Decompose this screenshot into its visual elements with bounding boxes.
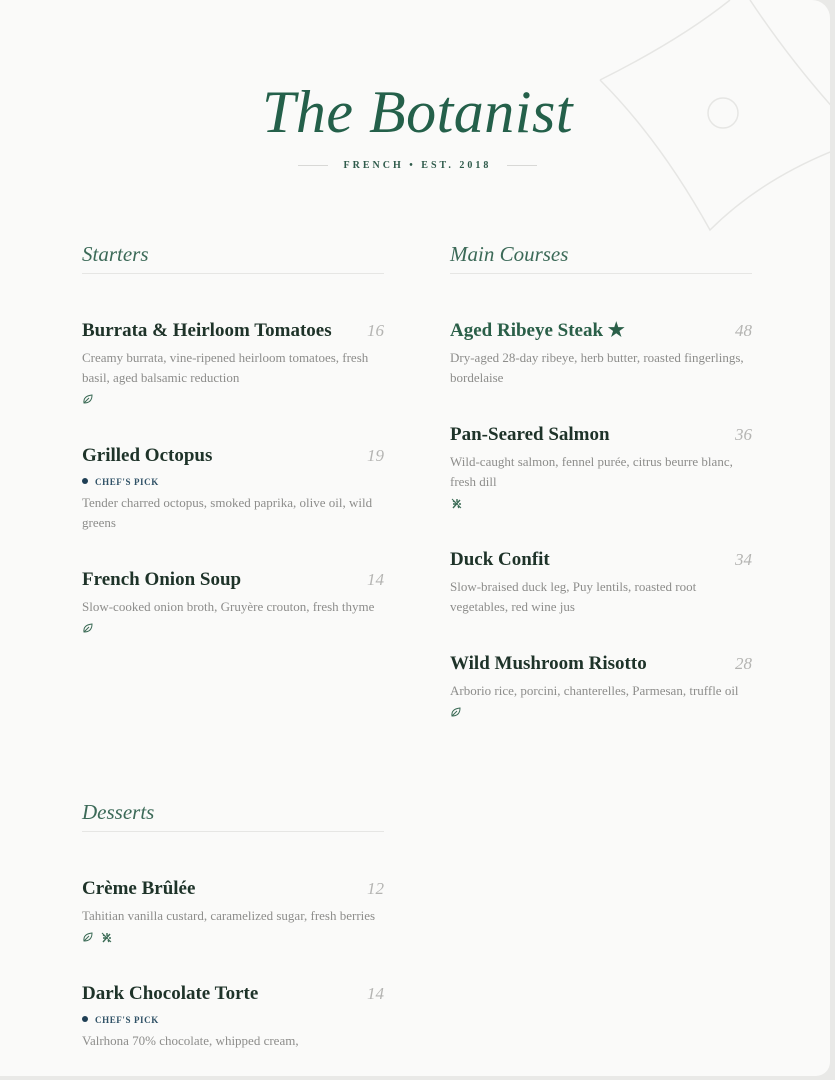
menu-item [450, 422, 752, 513]
item-name: Pan-Seared Salmon [450, 424, 610, 445]
item-description: Creamy burrata, vine-ripened heirloom tomatoes, fresh basil, aged balsamic reduction [82, 350, 369, 385]
menu-item [450, 547, 752, 617]
menu-item [82, 981, 384, 1051]
item-name: Aged Ribeye Steak ★ [450, 320, 625, 341]
item-price: 14 [367, 984, 384, 1003]
item-description: Dry-aged 28-day ribeye, herb butter, roasted fingerlings, bordelaise [450, 350, 744, 385]
menu-item [82, 876, 384, 947]
item-price: 12 [367, 879, 384, 898]
chefs-pick-badge: CHEF'S PICK [82, 475, 384, 489]
item-price: 14 [367, 570, 384, 589]
vegetarian-leaf-icon [450, 706, 462, 718]
gluten-free-icon [100, 931, 113, 944]
menu-item [450, 651, 752, 722]
item-price: 36 [735, 425, 752, 444]
item-price: 28 [735, 654, 752, 673]
section-main-courses [450, 242, 752, 756]
item-name: Dark Chocolate Torte [82, 983, 259, 1004]
gluten-free-icon [450, 497, 463, 510]
restaurant-subtitle: FRENCH • EST. 2018 [0, 160, 830, 171]
item-price: 16 [367, 321, 384, 340]
section-desserts [82, 800, 384, 1076]
section-title: Main Courses [450, 242, 752, 274]
section-starters [82, 242, 384, 672]
item-description: Slow-braised duck leg, Puy lentils, roasted root vegetables, red wine jus [450, 579, 697, 614]
item-price: 19 [367, 446, 384, 465]
chefs-pick-badge: CHEF'S PICK [82, 1013, 384, 1027]
vegetarian-leaf-icon [82, 622, 94, 634]
item-name: French Onion Soup [82, 569, 242, 590]
vegetarian-leaf-icon [82, 931, 94, 943]
menu-item [82, 567, 384, 638]
item-name: Duck Confit [450, 549, 550, 570]
item-price: 34 [735, 550, 752, 569]
item-description: Valrhona 70% chocolate, whipped cream, [82, 1033, 299, 1048]
item-name: Grilled Octopus [82, 445, 213, 466]
section-title: Desserts [82, 800, 384, 832]
item-description: Tahitian vanilla custard, caramelized sugar, fresh berries [82, 908, 376, 923]
menu-item [450, 318, 752, 388]
item-description: Slow-cooked onion broth, Gruyère crouton, fresh thyme [82, 599, 375, 614]
item-description: Arborio rice, porcini, chanterelles, Parmesan, truffle oil [450, 683, 739, 698]
item-description: Tender charred octopus, smoked paprika, olive oil, wild greens [82, 495, 373, 530]
section-title: Starters [82, 242, 384, 274]
item-price: 48 [735, 321, 752, 340]
vegetarian-leaf-icon [82, 393, 94, 405]
item-name: Burrata & Heirloom Tomatoes [82, 320, 332, 341]
item-name: Crème Brûlée [82, 878, 196, 899]
menu-item [82, 318, 384, 409]
item-name: Wild Mushroom Risotto [450, 653, 647, 674]
item-description: Wild-caught salmon, fennel purée, citrus beurre blanc, fresh dill [450, 454, 733, 489]
restaurant-title: The Botanist [261, 79, 573, 145]
menu-item [82, 443, 384, 533]
